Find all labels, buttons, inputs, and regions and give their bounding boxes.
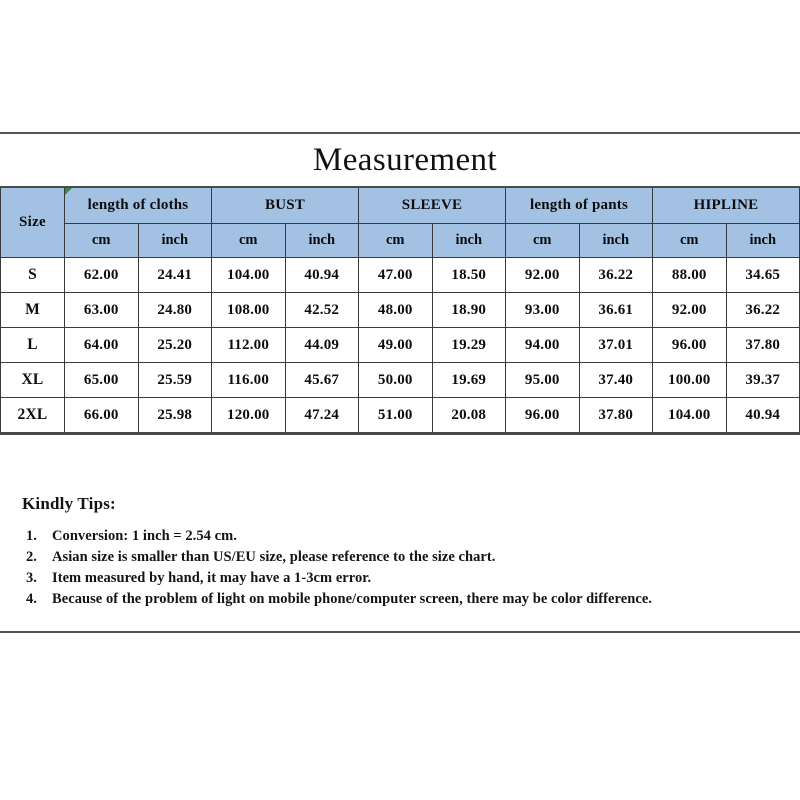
measurement-cell: 47.00 [359,258,433,293]
kindly-tips-heading: Kindly Tips: [22,494,116,513]
column-header-size: Size [1,187,65,258]
tip-text: Asian size is smaller than US/EU size, please reference to the size chart. [52,549,496,565]
measurement-table [0,186,800,435]
kindly-tips-list [22,526,762,610]
unit-header-cloths-inch: inch [138,224,212,258]
measurement-cell: 40.94 [285,258,359,293]
measurement-cell: 18.90 [432,293,506,328]
size-label-xl: XL [1,363,65,398]
tip-number: 2. [26,549,37,565]
list-item [22,526,762,547]
header-row-groups [1,187,800,224]
measurement-cell: 34.65 [726,258,800,293]
measurement-cell: 94.00 [506,328,580,363]
measurement-cell: 48.00 [359,293,433,328]
measurement-cell: 19.29 [432,328,506,363]
group-header-hipline: HIPLINE [653,187,800,224]
measurement-cell: 37.01 [579,328,653,363]
measurement-cell: 47.24 [285,398,359,434]
measurement-cell: 112.00 [212,328,286,363]
top-divider-rule [0,132,800,134]
measurement-cell: 25.59 [138,363,212,398]
tip-text: Conversion: 1 inch = 2.54 cm. [52,528,237,544]
measurement-cell: 64.00 [65,328,139,363]
unit-header-hipline-inch: inch [726,224,800,258]
measurement-cell: 92.00 [653,293,727,328]
unit-header-pants-cm: cm [506,224,580,258]
table-header [1,187,800,258]
measurement-cell: 92.00 [506,258,580,293]
measurement-cell: 50.00 [359,363,433,398]
group-header-length-of-cloths [65,187,212,224]
header-row-units [1,224,800,258]
table-row [1,328,800,363]
unit-header-bust-cm: cm [212,224,286,258]
unit-header-bust-inch: inch [285,224,359,258]
table-row [1,398,800,434]
measurement-cell: 24.80 [138,293,212,328]
list-item [22,547,762,568]
measurement-cell: 66.00 [65,398,139,434]
measurement-cell: 88.00 [653,258,727,293]
table-body [1,258,800,434]
measurement-cell: 36.22 [579,258,653,293]
group-header-label: length of cloths [87,197,189,213]
tip-text: Because of the problem of light on mobile phone/computer screen, there may be color difference. [52,591,652,607]
measurement-cell: 37.80 [579,398,653,434]
size-label-s: S [1,258,65,293]
green-corner-artifact-icon [65,188,72,195]
kindly-tips-section [22,492,762,610]
measurement-cell: 37.80 [726,328,800,363]
measurement-cell: 25.20 [138,328,212,363]
measurement-cell: 40.94 [726,398,800,434]
tip-number: 3. [26,570,37,586]
measurement-cell: 25.98 [138,398,212,434]
measurement-cell: 65.00 [65,363,139,398]
measurement-cell: 95.00 [506,363,580,398]
bottom-divider-rule [0,631,800,633]
measurement-cell: 51.00 [359,398,433,434]
measurement-cell: 49.00 [359,328,433,363]
measurement-cell: 18.50 [432,258,506,293]
measurement-cell: 45.67 [285,363,359,398]
unit-header-pants-inch: inch [579,224,653,258]
measurement-cell: 36.22 [726,293,800,328]
measurement-cell: 116.00 [212,363,286,398]
size-label-2xl: 2XL [1,398,65,434]
measurement-cell: 96.00 [506,398,580,434]
measurement-cell: 24.41 [138,258,212,293]
measurement-cell: 104.00 [212,258,286,293]
measurement-cell: 62.00 [65,258,139,293]
measurement-cell: 42.52 [285,293,359,328]
unit-header-sleeve-inch: inch [432,224,506,258]
measurement-cell: 44.09 [285,328,359,363]
group-header-sleeve: SLEEVE [359,187,506,224]
measurement-cell: 19.69 [432,363,506,398]
measurement-cell: 100.00 [653,363,727,398]
list-item [22,589,762,610]
tip-text: Item measured by hand, it may have a 1-3cm error. [52,570,372,586]
measurement-cell: 96.00 [653,328,727,363]
group-header-bust: BUST [212,187,359,224]
unit-header-hipline-cm: cm [653,224,727,258]
measurement-cell: 120.00 [212,398,286,434]
table-row [1,258,800,293]
list-item [22,568,762,589]
tip-number: 4. [26,591,37,607]
page-title: Measurement [313,142,497,178]
measurement-cell: 36.61 [579,293,653,328]
tip-number: 1. [26,528,37,544]
measurement-cell: 108.00 [212,293,286,328]
measurement-cell: 39.37 [726,363,800,398]
table-row [1,293,800,328]
measurement-cell: 20.08 [432,398,506,434]
measurement-cell: 93.00 [506,293,580,328]
unit-header-cloths-cm: cm [65,224,139,258]
table-row [1,363,800,398]
measurement-cell: 104.00 [653,398,727,434]
measurement-cell: 63.00 [65,293,139,328]
measurement-table-container [0,186,800,435]
group-header-length-of-pants: length of pants [506,187,653,224]
size-label-l: L [1,328,65,363]
measurement-cell: 37.40 [579,363,653,398]
unit-header-sleeve-cm: cm [359,224,433,258]
size-label-m: M [1,293,65,328]
